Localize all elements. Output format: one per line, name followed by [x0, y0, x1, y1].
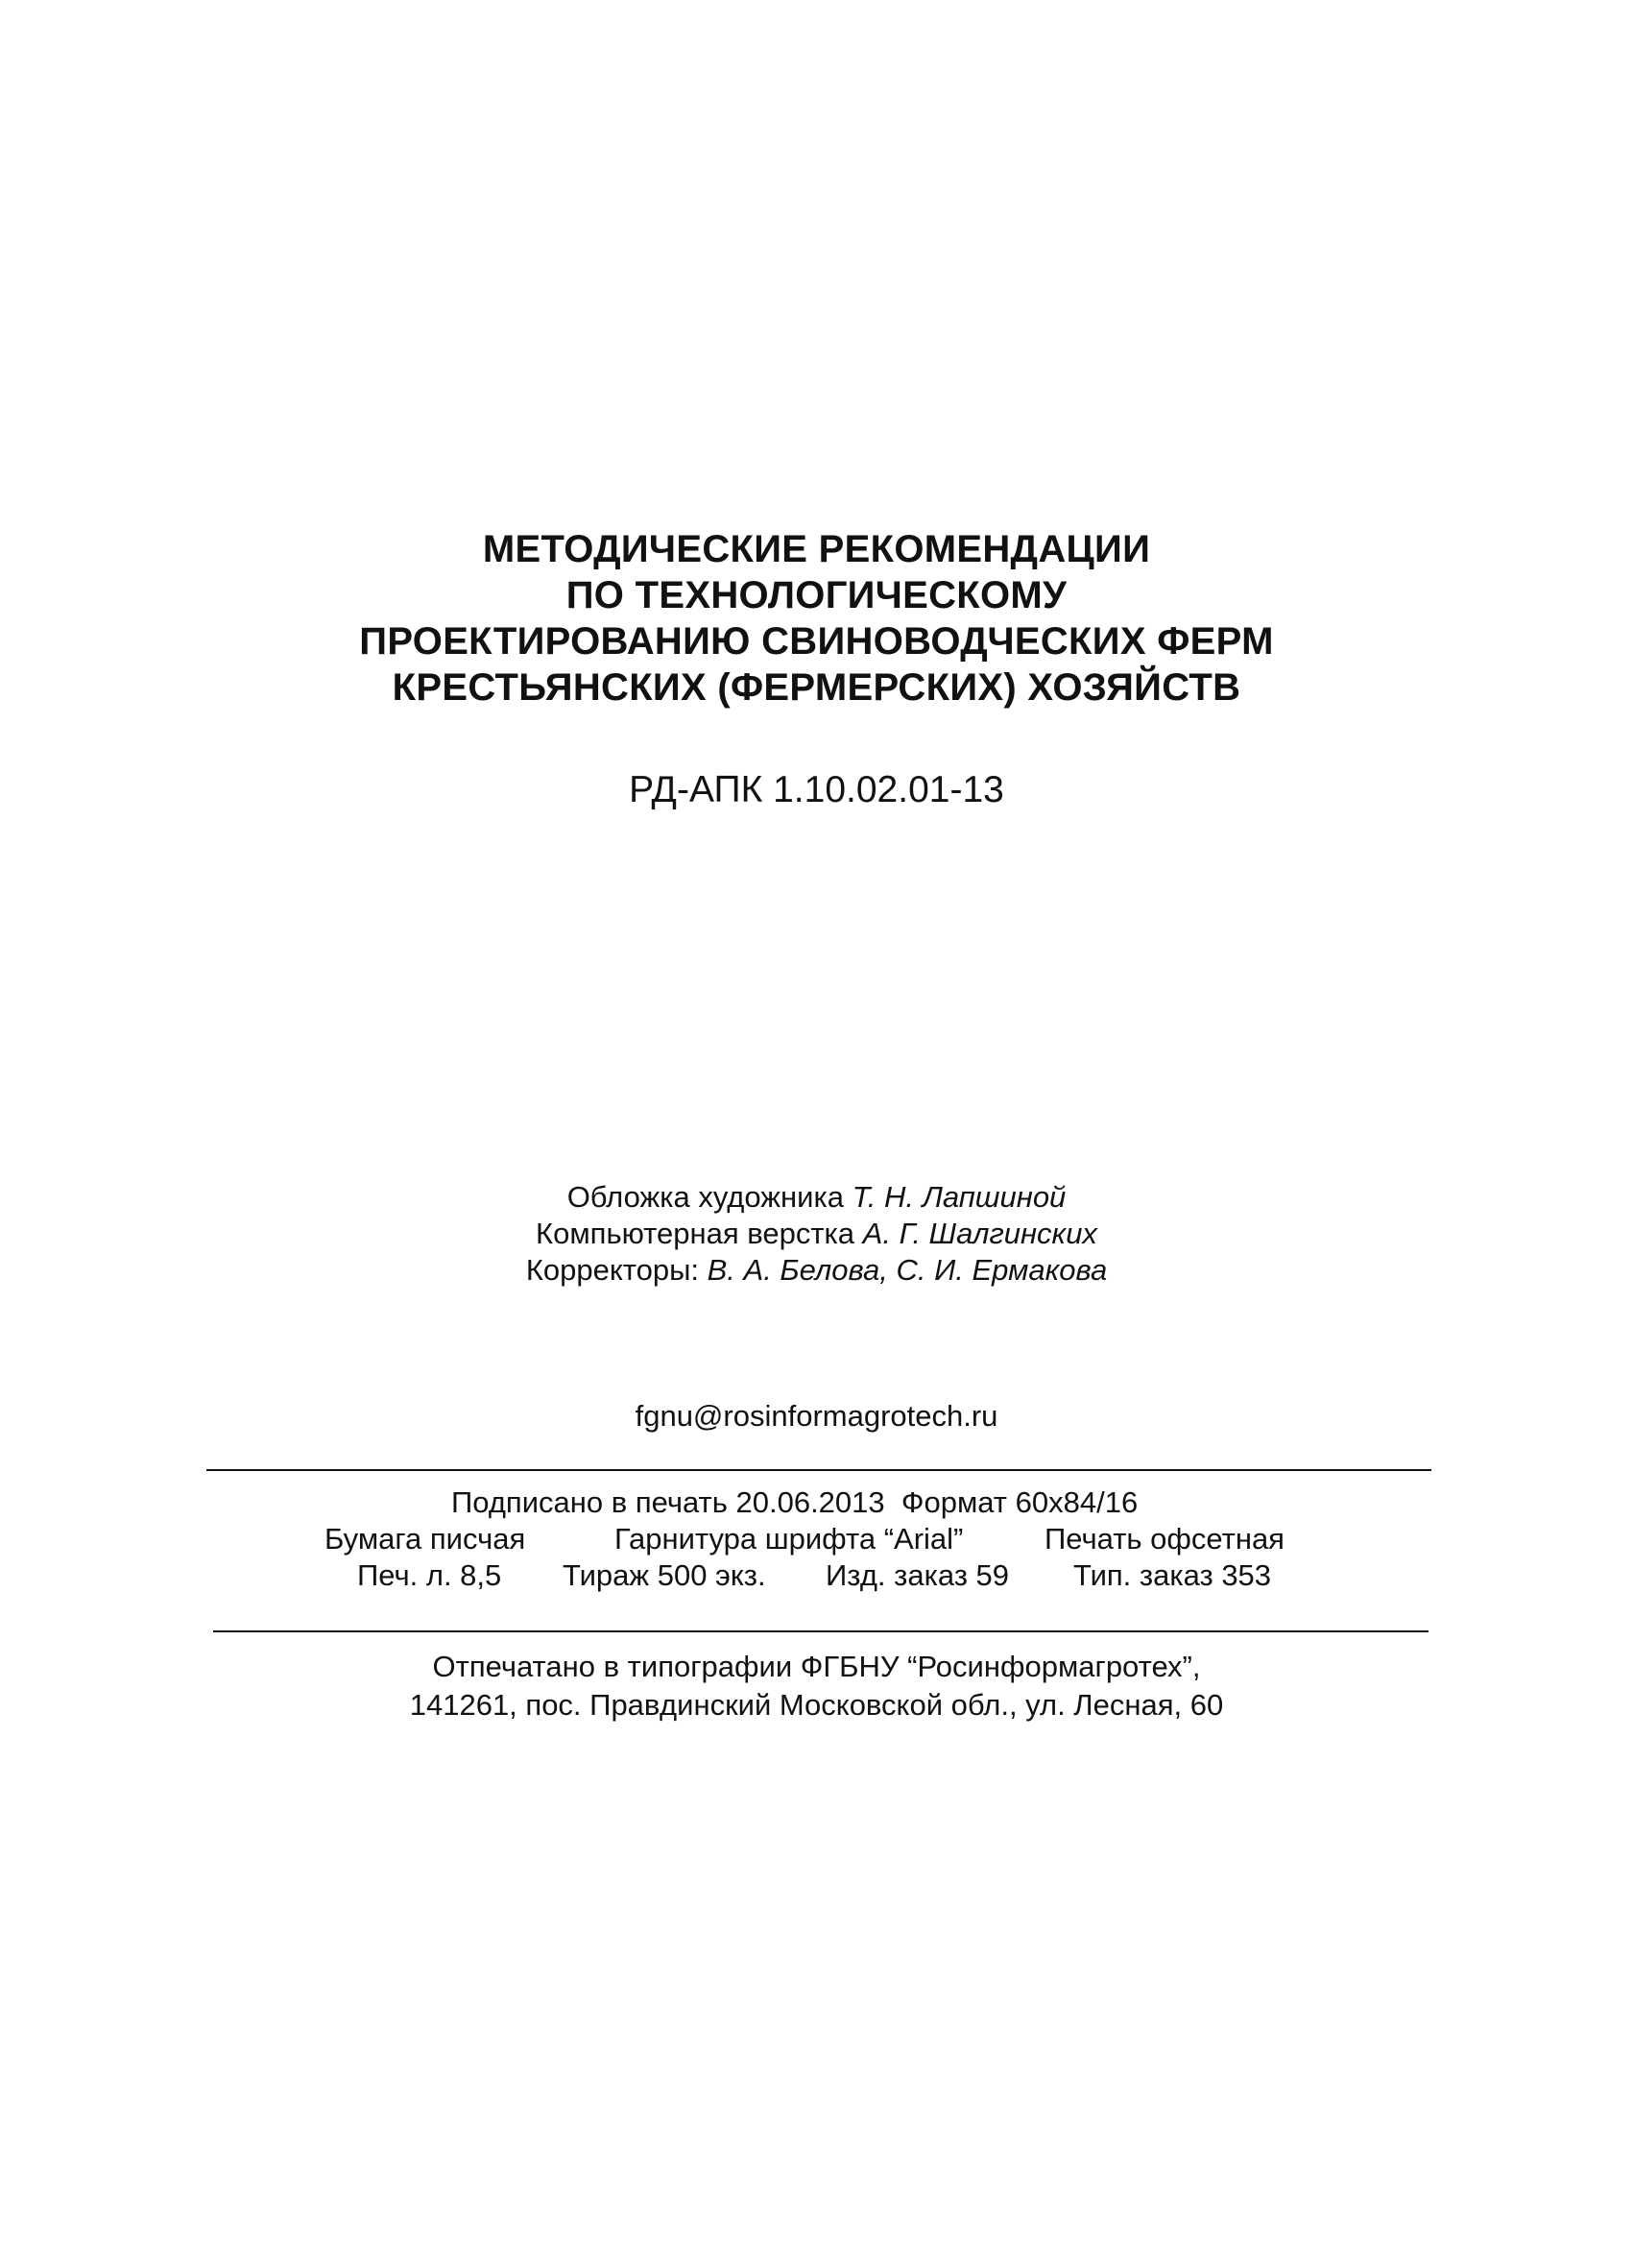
document-title [0, 526, 1633, 711]
imprint-pub-order: Изд. заказ 59 [826, 1558, 1010, 1592]
credit-cover [0, 1179, 1633, 1216]
imprint-sheets: Печ. л. 8,5 [357, 1558, 502, 1592]
printer-line-2: 141261, пос. Правдинский Московской обл., ул. Лесная, 60 [409, 1688, 1224, 1722]
credit-cover-name: Т. Н. Лапшиной [852, 1180, 1067, 1214]
credits-block [0, 1179, 1633, 1289]
printer-info [0, 1648, 1633, 1725]
imprint-format: Формат 60x84/16 [901, 1485, 1139, 1519]
imprint-line-1 [451, 1484, 1138, 1521]
credit-layout [0, 1216, 1633, 1252]
document-code: РД-АПК 1.10.02.01-13 [629, 769, 1004, 810]
imprint-paper: Бумага писчая [324, 1522, 526, 1556]
printer-line-1: Отпечатано в типографии ФГБНУ “Росинформагротех”, [432, 1650, 1201, 1683]
credit-proof-names: В. А. Белова, С. И. Ермакова [707, 1253, 1108, 1287]
imprint-signed: Подписано в печать 20.06.2013 [451, 1485, 885, 1519]
imprint-printing: Печать офсетная [1045, 1522, 1285, 1556]
divider-bottom [213, 1630, 1429, 1632]
title-line-3: ПРОЕКТИРОВАНИЮ СВИНОВОДЧЕСКИХ ФЕРМ [359, 620, 1274, 663]
title-line-4: КРЕСТЬЯНСКИХ (ФЕРМЕРСКИХ) ХОЗЯЙСТВ [392, 666, 1241, 709]
credit-proof-label: Корректоры: [525, 1253, 699, 1287]
title-line-2: ПО ТЕХНОЛОГИЧЕСКОМУ [565, 574, 1068, 616]
credit-cover-label: Обложка художника [566, 1180, 844, 1214]
title-line-1: МЕТОДИЧЕСКИЕ РЕКОМЕНДАЦИИ [482, 528, 1151, 570]
divider-top [206, 1469, 1431, 1471]
credit-layout-label: Компьютерная верстка [536, 1217, 855, 1250]
imprint-print-order: Тип. заказ 353 [1073, 1558, 1272, 1592]
imprint-run: Тираж 500 экз. [563, 1558, 766, 1592]
credit-layout-name: А. Г. Шалгинских [862, 1217, 1097, 1250]
imprint-typeface: Гарнитура шрифта “Arial” [614, 1522, 964, 1556]
contact-email: fgnu@rosinformagrotech.ru [635, 1399, 998, 1433]
credit-proofreaders [0, 1252, 1633, 1289]
